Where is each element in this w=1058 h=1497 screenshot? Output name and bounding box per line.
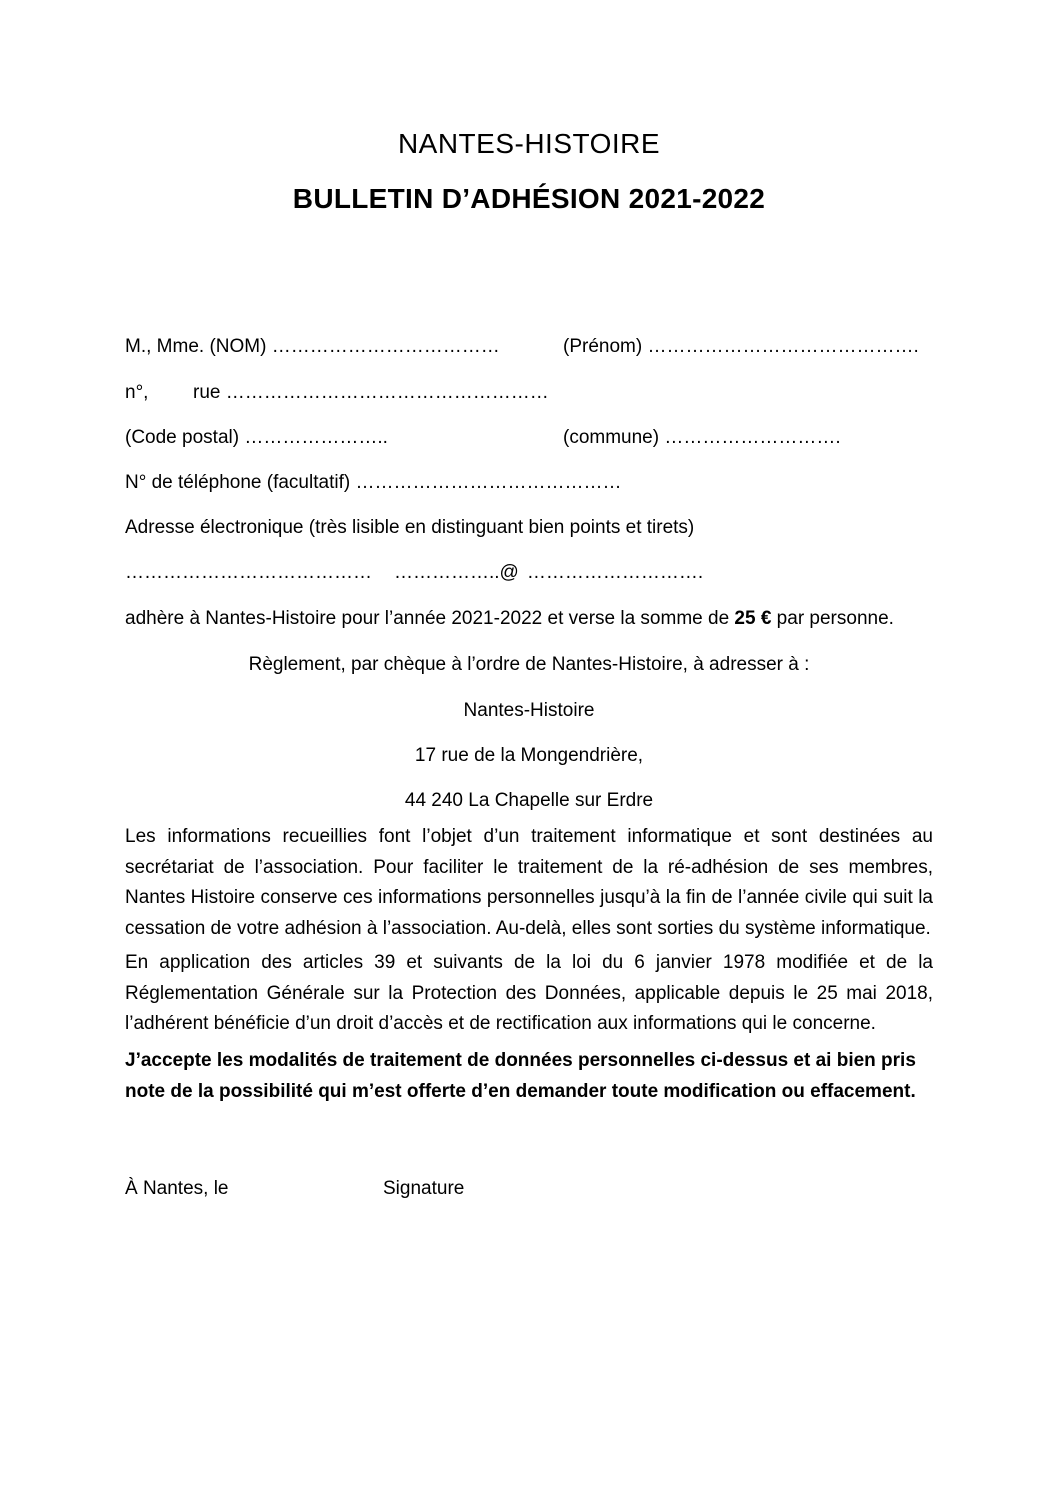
document-title: NANTES-HISTOIRE [397,128,661,159]
email-local-dots: ………………………………… [125,562,372,583]
postal-commune-row [125,425,933,450]
commune-field-label: (commune) ………………………. [563,427,841,448]
membership-statement-prefix: adhère à Nantes-Histoire pour l’année 2021-2022 et verse la somme de [125,608,735,629]
payment-address-line2: 44 240 La Chapelle sur Erdre [404,790,654,811]
membership-statement-suffix: par personne. [771,608,894,629]
phone-row [125,470,933,495]
email-at-dots: ……………..@ [394,562,519,583]
payment-address-line1: 17 rue de la Mongendrière, [414,745,644,766]
email-domain-dots: ………………………. [526,562,704,583]
document-subtitle: BULLETIN D’ADHÉSION 2021-2022 [292,183,766,214]
acceptance-statement: J’accepte les modalités de traitement de données personnelles ci-dessus et ai bien pris note de la possibilité qui m’est offerte d’en demander toute modification ou effacement. [125,1050,916,1102]
email-fill-row [125,560,933,585]
legal-paragraph-gdpr: En application des articles 39 et suivants de la loi du 6 janvier 1978 modifiée et de la Réglementation Générale sur la Protection des Données, applicable depuis le 25 mai 2018, l’adhérent bénéficie d’un droit d’accès et de rectification aux informations qui le concerne. [125,952,933,1034]
payment-recipient: Nantes-Histoire [463,700,595,721]
legal-paragraph-data-processing: Les informations recueillies font l’objet d’un traitement informatique et sont destinées au secrétariat de l’association. Pour faciliter le traitement de la ré-adhésion de ses membres, Nantes Histoire conserve ces informations personnelles jusqu’à la fin de l’année civile qui suit la cessation de votre adhésion à l’association. Au-delà, elles sont sorties du système informatique. [125,826,933,939]
email-instruction-row [125,515,933,540]
postal-code-field-label: (Code postal) ………………….. [125,427,388,448]
email-instruction-label: Adresse électronique (très lisible en distinguant bien points et tirets) [125,517,695,538]
signature-label: Signature [383,1178,465,1199]
street-field-label: rue …………………………………………… [193,382,549,403]
membership-statement-row [125,606,933,631]
payment-instruction: Règlement, par chèque à l’ordre de Nantes-Histoire, à adresser à : [248,654,810,675]
signature-row [125,1176,933,1201]
phone-field-label: N° de téléphone (facultatif) …………………………………… [125,472,622,493]
street-row [125,380,933,405]
membership-fee-amount: 25 € [734,608,772,629]
firstname-field-label: (Prénom) ……………………………………. [563,336,919,357]
name-row [125,334,933,359]
place-date-label: À Nantes, le [125,1178,229,1199]
name-field-label: M., Mme. (NOM) ……………………………… [125,336,500,357]
street-number-label: n°, [125,382,149,403]
